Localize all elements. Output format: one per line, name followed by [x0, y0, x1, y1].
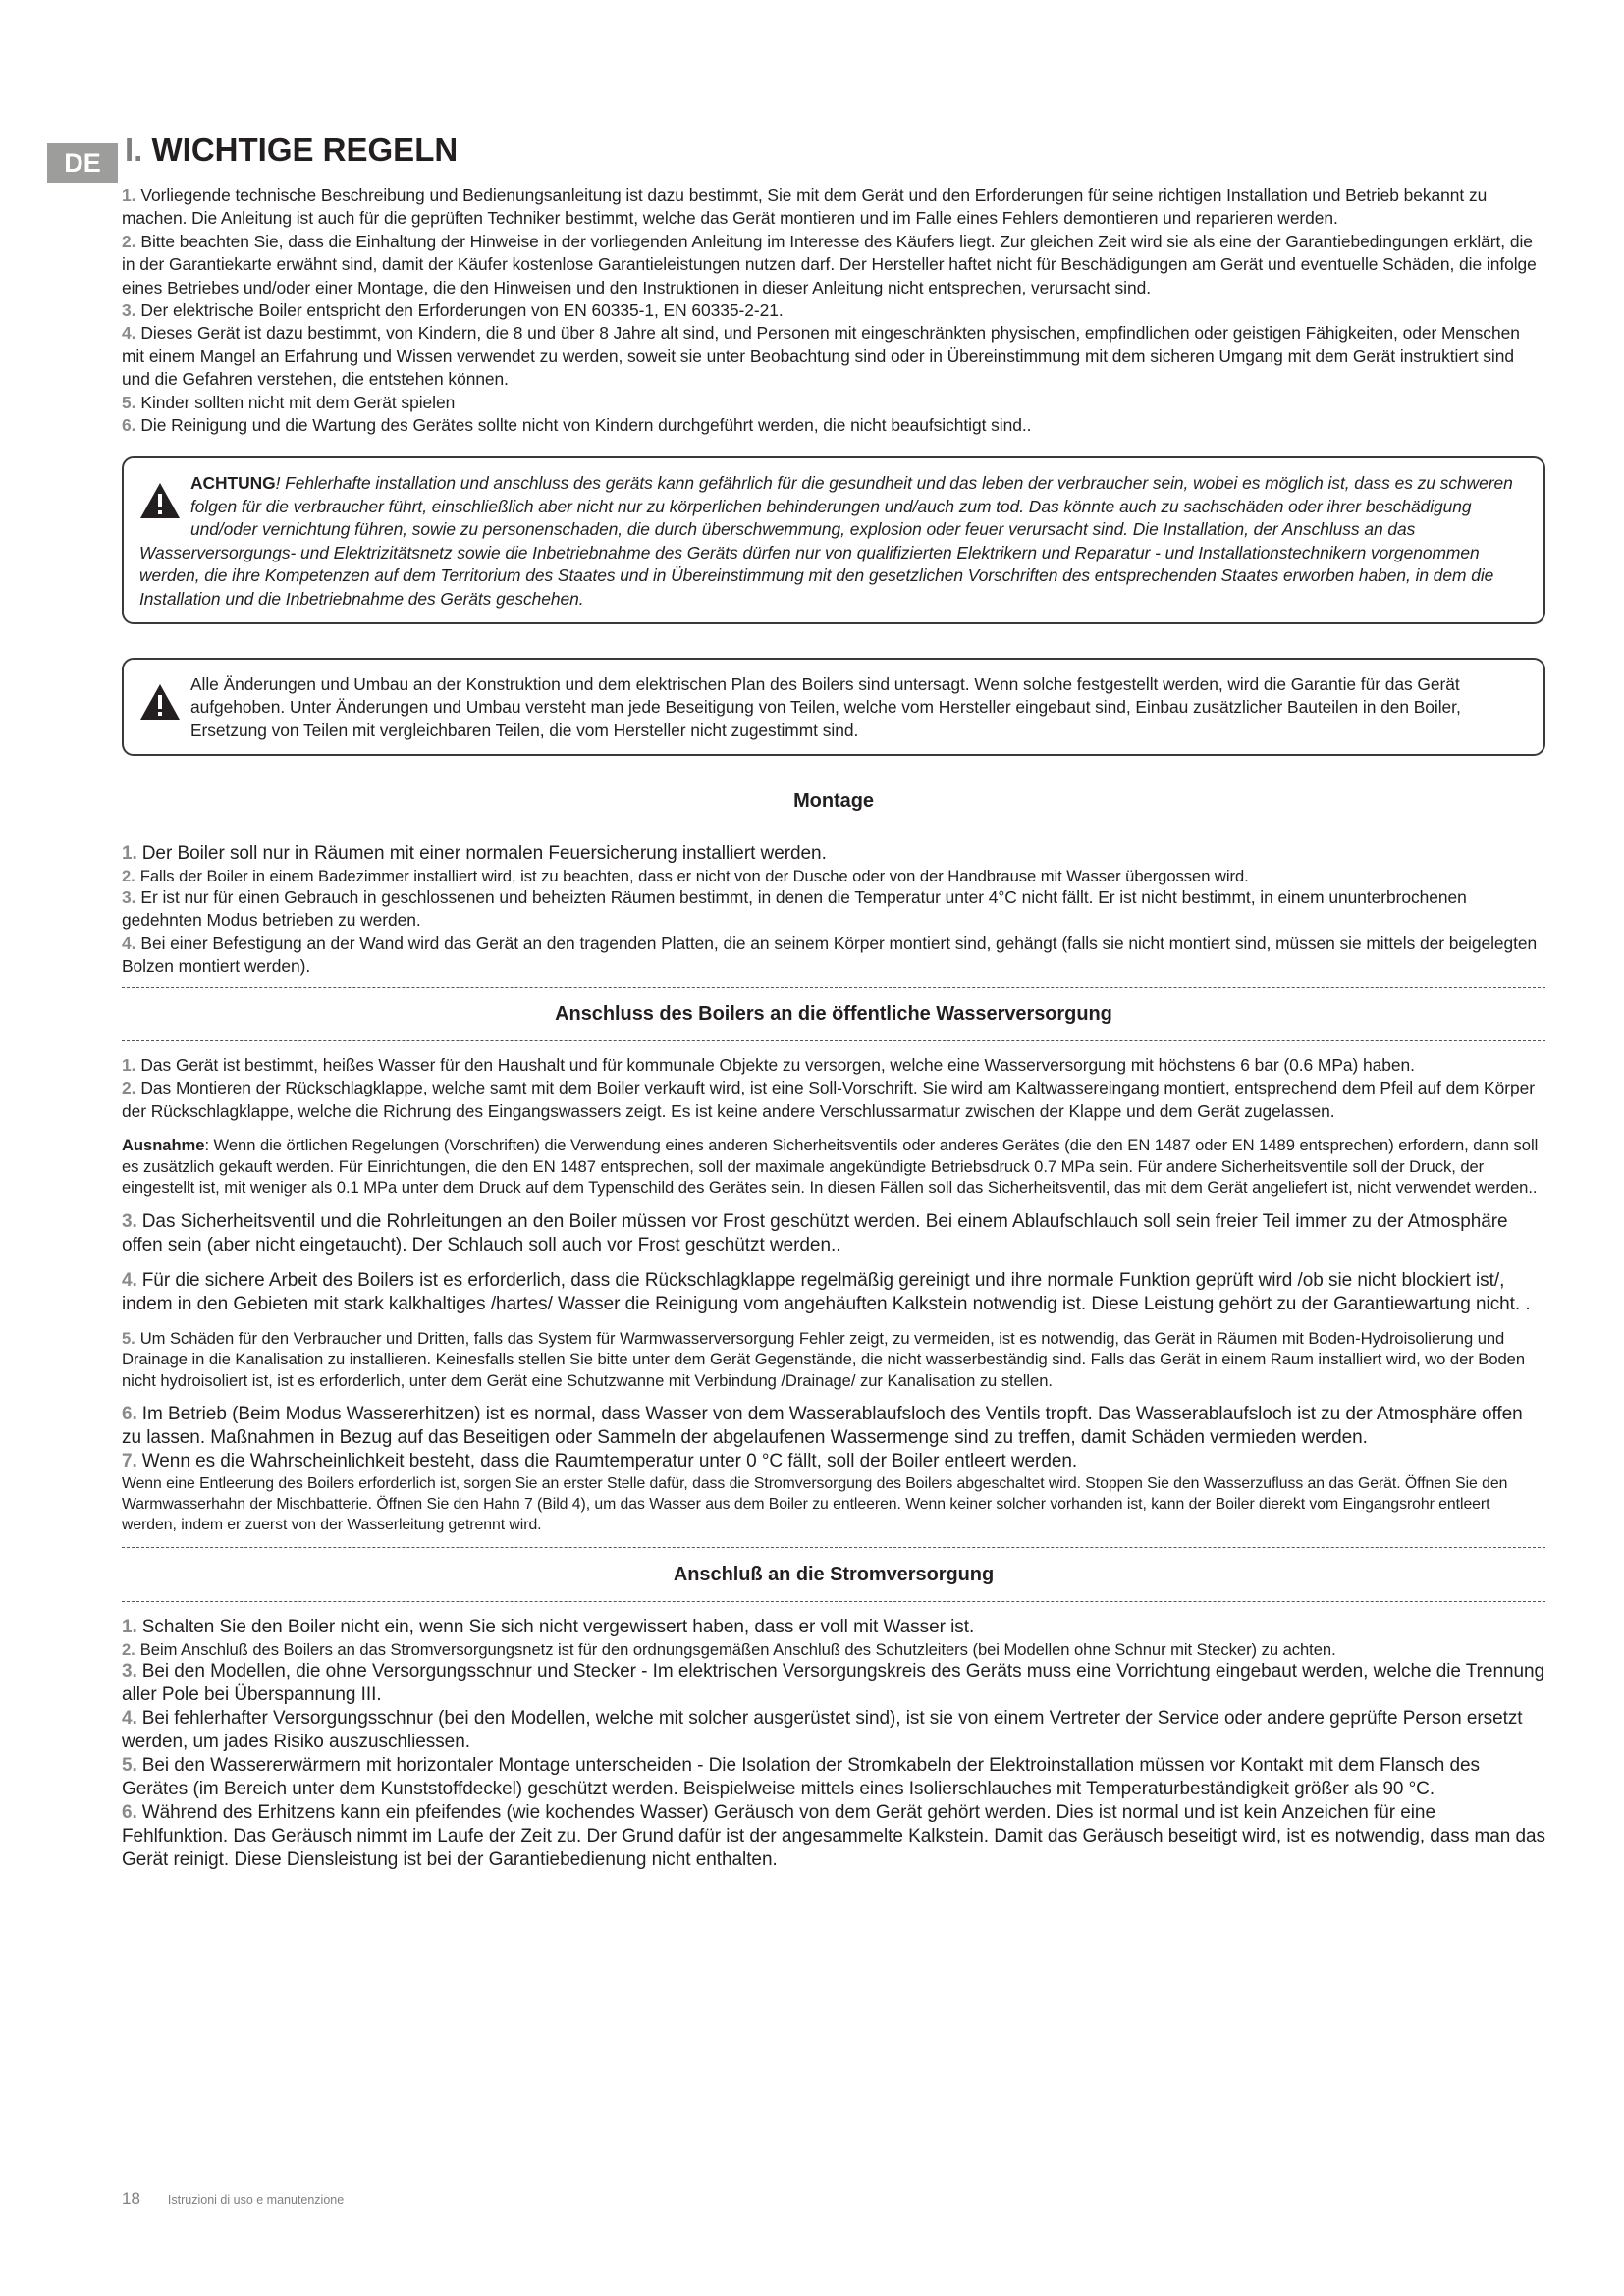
section-montage [122, 774, 1545, 979]
rule-text: Der elektrische Boiler entspricht den Erforderungen von EN 60335-1, EN 60335-2-21. [140, 300, 784, 321]
item-number: 3. [122, 887, 136, 908]
list-item [122, 1754, 1545, 1801]
list-item [122, 1616, 1545, 1639]
item-number: 2. [122, 866, 135, 885]
rule-text: Bitte beachten Sie, dass die Einhaltung der Hinweise in der vorliegenden Anleitung im Interesse des Käufers liegt. Zur gleichen Zeit wird sie als eine der Garantiebedingungen erklärt, die in der Garantiekarte erwähnt sind, damit der Käufer kostenlose Garantieleistungen nutzen darf. Der Hersteller haftet nicht für Beschädigungen am Gerät und eventuelle Schäden, die infolge eines Betriebes und/oder einer Montage, die den Hinweisen und den Instruktionen in dieser Anleitung nicht entsprechen, verursacht sind. [122, 231, 1537, 297]
rule-item [122, 299, 1545, 322]
rule-text: Kinder sollten nicht mit dem Gerät spielen [140, 392, 456, 412]
item-number: 2. [122, 1078, 136, 1098]
rule-number: 3. [122, 300, 136, 321]
item-text: Falls der Boiler in einem Badezimmer installiert wird, ist zu beachten, dass er nicht von der Dusche oder von der Handbrause mit Wasser übergossen wird. [139, 866, 1249, 885]
list-item [122, 866, 1545, 887]
item-text: Bei den Modellen, die ohne Versorgungsschnur und Stecker - Im elektrischen Versorgungskreis des Geräts muss eine Vorrichtung eingebaut werden, welche die Trennung aller Pole bei Überspannung III. [122, 1661, 1545, 1706]
rule-number: 4. [122, 323, 136, 344]
warning-body: Alle Änderungen und Umbau an der Konstruktion und dem elektrischen Plan des Boilers sind untersagt. Wenn solche festgestellt werden, wird die Garantie für das Gerät aufgehoben. Unter Änderungen und Umbau versteht man jede Beseitigung von Teilen, welche vom Hersteller eingebaut sind, Einbau zusätzlicher Bauteilen in den Boiler, Ersetzung von Teilen mit vergleichbaren Teilen, die vom Hersteller nicht zugestimmt sind. [190, 673, 1461, 740]
item-number: 4. [122, 1708, 137, 1730]
item-text: Beim Anschluß des Boilers an das Stromversorgungsnetz ist für den ordnungsgemäßen Anschluß des Schutzleiters (bei Modellen ohne Schnur mit Stecker) zu achten. [139, 1639, 1336, 1659]
item-number: 1. [122, 1055, 136, 1076]
list-item [122, 1054, 1545, 1077]
item-text: Das Gerät ist bestimmt, heißes Wasser für den Haushalt und für kommunale Objekte zu versorgen, welche eine Wasserversorgung mit höchstens 6 bar (0.6 MPa) haben. [140, 1055, 1415, 1076]
section-body [122, 1602, 1545, 1873]
language-badge: DE [47, 143, 118, 183]
section-power-supply [122, 1547, 1545, 1872]
item-text: Schalten Sie den Boiler nicht ein, wenn Sie sich nicht vergewissert haben, dass er voll mit Wasser ist. [141, 1616, 975, 1637]
page-number: 18 [122, 2189, 140, 2208]
rule-item [122, 414, 1545, 437]
warning-box-achtung [122, 456, 1545, 623]
section-heading: Anschluss des Boilers an die öffentliche Wasserversorgung [555, 1002, 1112, 1025]
item-number: 1. [122, 842, 137, 864]
item-number: 5. [122, 1328, 135, 1348]
item-number: 3. [122, 1210, 137, 1232]
item-text: Während des Erhitzens kann ein pfeifendes (wie kochendes Wasser) Geräusch von dem Gerät gehört werden. Dies ist normal und ist kein Anzeichen für eine Fehlfunktion. Das Geräusch nimmt im Laufe der Zeit zu. Der Grund dafür ist der angesammelte Kalkstein. Damit das Geräusch beseitigt wird, ist es notwendig, dass man das Gerät reinigt. Diese Diensleistung ist bei der Garantiebedienung nicht enthalten. [122, 1802, 1545, 1871]
list-item [122, 842, 1545, 866]
list-item [122, 1450, 1545, 1473]
rule-number: 5. [122, 392, 136, 412]
item-number: 6. [122, 1404, 137, 1425]
rule-text: Die Reinigung und die Wartung des Gerätes sollte nicht von Kindern durchgeführt werden, die nicht beaufsichtigt sind.. [140, 415, 1032, 436]
item-text: Bei den Wassererwärmern mit horizontaler Montage unterscheiden - Die Isolation der Stromkabeln der Elektroinstallation müssen vor Kontakt mit dem Flansch des Gerätes (im Bereich unter dem Kunststoffdeckel) geschützt werden. Beispielweise mittels eines Isolierschlauches mit Temperaturbeständigkeit größer als 90 °C. [122, 1755, 1480, 1800]
rule-item [122, 392, 1545, 414]
item-text: Das Montieren der Rückschlagklappe, welche samt mit dem Boiler verkauft wird, ist eine Soll-Vorschrift. Sie wird am Kaltwassereingang montiert, entsprechend dem Pfeil auf dem Körper der Rückschlagklappe, welche die Richrung des Eingangswassers zeigt. Es ist keine andere Verschlussarmatur zwischen der Klappe und dem Gerät zugelassen. [122, 1078, 1535, 1121]
warning-title: ACHTUNG [190, 473, 276, 494]
section-number: I. [125, 132, 143, 168]
rule-item [122, 185, 1545, 231]
document-title: Istruzioni di uso e manutenzione [167, 2193, 345, 2207]
item-text: Für die sichere Arbeit des Boilers ist es erforderlich, dass die Rückschlagklappe regelmäßig gereinigt und ihre normale Funktion geprüft wird /ob sie nicht blockiert ist/, indem in den Gebieten mit stark kalkhaltiges /hartes/ Wasser die Reinigung vom angehäuften Kalkstein notwendig ist. Diese Leistung gehört zu der Garantiewartung nicht. . [122, 1269, 1531, 1314]
item-number: 4. [122, 933, 136, 953]
item-text: Wenn es die Wahrscheinlichkeit besteht, dass die Raumtemperatur unter 0 °C fällt, soll der Boiler entleert werden. [141, 1451, 1078, 1472]
item-text: Um Schäden für den Verbraucher und Dritten, falls das System für Warmwasserversorgung Fehler zeigt, zu vermeiden, ist es notwendig, das Gerät in Räumen mit Boden-Hydroisolierung und Drainage in die Kanalisation zu installieren. Keinesfalls stellen Sie bitte unter dem Gerät Gegenstände, die nicht wasserbeständig sind. Falls das Gerät in einem Raum installiert wird, wo der Boden nicht hydroisoliert ist, ist es erforderlich, unter dem Gerät eine Schutzwanne mit Verbindung /Drainage/ zur Kanalisation zu stellen. [122, 1328, 1526, 1390]
section-body [122, 828, 1545, 979]
item-text: Er ist nur für einen Gebrauch in geschlossenen und beheizten Räumen bestimmt, in denen die Temperatur unter 4°C nicht fällt. Er ist nicht bestimmt, in einem ununterbrochenen gedehnten Modus betrieben zu werden. [122, 887, 1467, 931]
item-text: Bei einer Befestigung an der Wand wird das Gerät an den tragenden Platten, die an seinem Körper montiert sind, gehängt (falls sie nicht montiert sind, müssen sie mittels der beigelegten Bolzen montiert werden). [122, 933, 1538, 977]
list-item [122, 1210, 1545, 1257]
list-item [122, 1660, 1545, 1707]
item-number: 6. [122, 1802, 137, 1824]
list-item [122, 1801, 1545, 1872]
warning-body: ! Fehlerhafte installation und anschluss des geräts kann gefährlich für die gesundheit und das leben der verbraucher sein, wobei es möglich ist, dass es zu schweren folgen für die verbraucher führt, einschließlich aber nicht nur zu körperlichen behinderungen und/auch zum tod. Das könnte auch zu sachschäden oder ihrer beschädigung und/oder vernichtung führen, sowie zu personenschaden, die durch überschwemmung, explosion oder feuer verursacht sind. Die Installation, der Anschluss an das Wasserversorgungs- und Elektrizitätsnetz sowie die Inbetriebnahme des Geräts dürfen nur von qualifizierten Elektrikern und Reparatur - und Installationstechnikern vorgenommen werden, die ihre Kompetenzen auf dem Territorium des Staates und in Übereinstimmung mit den gesetzlichen Vorschriften des entsprechenden Staates erworben haben, in dem die Installation und die Inbetriebnahme des Geräts geschehen. [139, 473, 1513, 609]
document-body [122, 185, 1545, 1872]
page-title [125, 132, 458, 169]
exception-text: : Wenn die örtlichen Regelungen (Vorschriften) die Verwendung eines anderen Sicherheitsventils oder anderes Gerätes (die den EN 1487 oder EN 1489 entsprechen) erfordern, dann soll es zusätzlich gekauft werden. Für Einrichtungen, die den EN 1487 entsprechen, soll der maximale angekündigte Betriebsdruck 0.7 MPa sein. Für andere Sicherheitsventile soll der Druck, der eingestellt ist, mit weniger als 0.1 MPa unter dem Druck auf dem Typenschild des Gerätes sein. In diesen Fällen soll das Sicherheitsventil, das mit dem Gerät angeliefert ist, nicht verwendet werden.. [122, 1136, 1539, 1198]
list-item [122, 886, 1545, 933]
item-number: 5. [122, 1755, 137, 1777]
list-item [122, 1639, 1545, 1661]
list-item [122, 1328, 1545, 1392]
warning-icon [139, 683, 181, 721]
item-text: Im Betrieb (Beim Modus Wassererhitzen) ist es normal, dass Wasser von dem Wasserablaufsloch des Ventils tropft. Das Wasserablaufsloch ist zu der Atmosphäre offen zu lassen. Maßnahmen in Bezug auf das Beseitigen oder Sammeln der abgelaufenen Wassermenge sind zu treffen, damit Schäden vermieden werden. [122, 1404, 1523, 1449]
item-text: Bei fehlerhafter Versorgungsschnur (bei den Modellen, welche mit solcher ausgerüstet sind), ist sie von einem Vertreter der Service oder andere geprüfte Person ersetzt werden, um jades Risiko auszuschliessen. [122, 1708, 1523, 1753]
item-number: 3. [122, 1661, 137, 1682]
rule-number: 6. [122, 415, 136, 436]
section-heading: Anschluß an die Stromversorgung [673, 1564, 995, 1586]
section-heading: Montage [793, 790, 874, 813]
item-number: 7. [122, 1451, 137, 1472]
list-item [122, 933, 1545, 979]
item-text: Der Boiler soll nur in Räumen mit einer normalen Feuersicherung installiert werden. [141, 842, 827, 864]
rules-list [122, 185, 1545, 437]
drain-paragraph: Wenn eine Entleerung des Boilers erforderlich ist, sorgen Sie an erster Stelle dafür, dass die Stromversorgung des Boilers abgeschaltet wird. Stoppen Sie den Wasserzufluss an das Gerät. Öffnen Sie den Warmwasserhahn der Mischbatterie. Öffnen Sie den Hahn 7 (Bild 4), um das Wasser aus dem Boiler zu entleeren. Wenn keiner solcher vorhanden ist, kann der Boiler dierekt vom Eingangsrohr entleert werden, indem er zuerst von der Wasserleitung getrennt wird. [122, 1475, 1508, 1534]
item-number: 4. [122, 1269, 137, 1291]
item-number: 2. [122, 1639, 135, 1659]
warning-text [139, 472, 1528, 610]
section-body [122, 1041, 1545, 1535]
rule-number: 2. [122, 231, 136, 251]
warning-icon [139, 482, 181, 519]
list-item [122, 1269, 1545, 1316]
exception-label: Ausnahme [122, 1136, 205, 1155]
list-item [122, 1707, 1545, 1754]
rule-text: Vorliegende technische Beschreibung und Bedienungsanleitung ist dazu bestimmt, Sie mit dem Gerät und den Erforderungen für seine richtigen Installation und Betrieb bekannt zu machen. Die Anleitung ist auch für die geprüften Techniker bestimmt, welche das Gerät montieren und im Falle eines Fehlers demontieren und reparieren werden. [122, 186, 1488, 229]
rule-text: Dieses Gerät ist dazu bestimmt, von Kindern, die 8 und über 8 Jahre alt sind, und Personen mit eingeschränkten physischen, empfindlichen oder geistigen Fähigkeiten, oder Menschen mit einem Mangel an Erfahrung und Wissen verwendet zu werden, soweit sie unter Beobachtung sind oder in Übereinstimmung mit dem sicheren Umgang mit dem Gerät instruktiert sind und die Gefahren verstehen, die entstehen können. [122, 323, 1520, 390]
list-item [122, 1403, 1545, 1450]
warning-box-modifications [122, 658, 1545, 756]
item-text: Das Sicherheitsventil und die Rohrleitungen an den Boiler müssen vor Frost geschützt werden. Bei einem Ablaufschlauch soll sein freier Teil immer zu der Atmosphäre offen sein (aber nicht eingetaucht). Der Schlauch soll auch vor Frost geschützt werden.. [122, 1210, 1508, 1255]
rule-item [122, 322, 1545, 391]
section-title: WICHTIGE REGELN [151, 132, 459, 168]
list-item [122, 1077, 1545, 1123]
exception-paragraph [122, 1135, 1545, 1199]
section-water-supply [122, 987, 1545, 1536]
rule-number: 1. [122, 186, 136, 205]
item-number: 1. [122, 1616, 137, 1637]
rule-item [122, 231, 1545, 299]
page-footer [122, 2189, 344, 2209]
